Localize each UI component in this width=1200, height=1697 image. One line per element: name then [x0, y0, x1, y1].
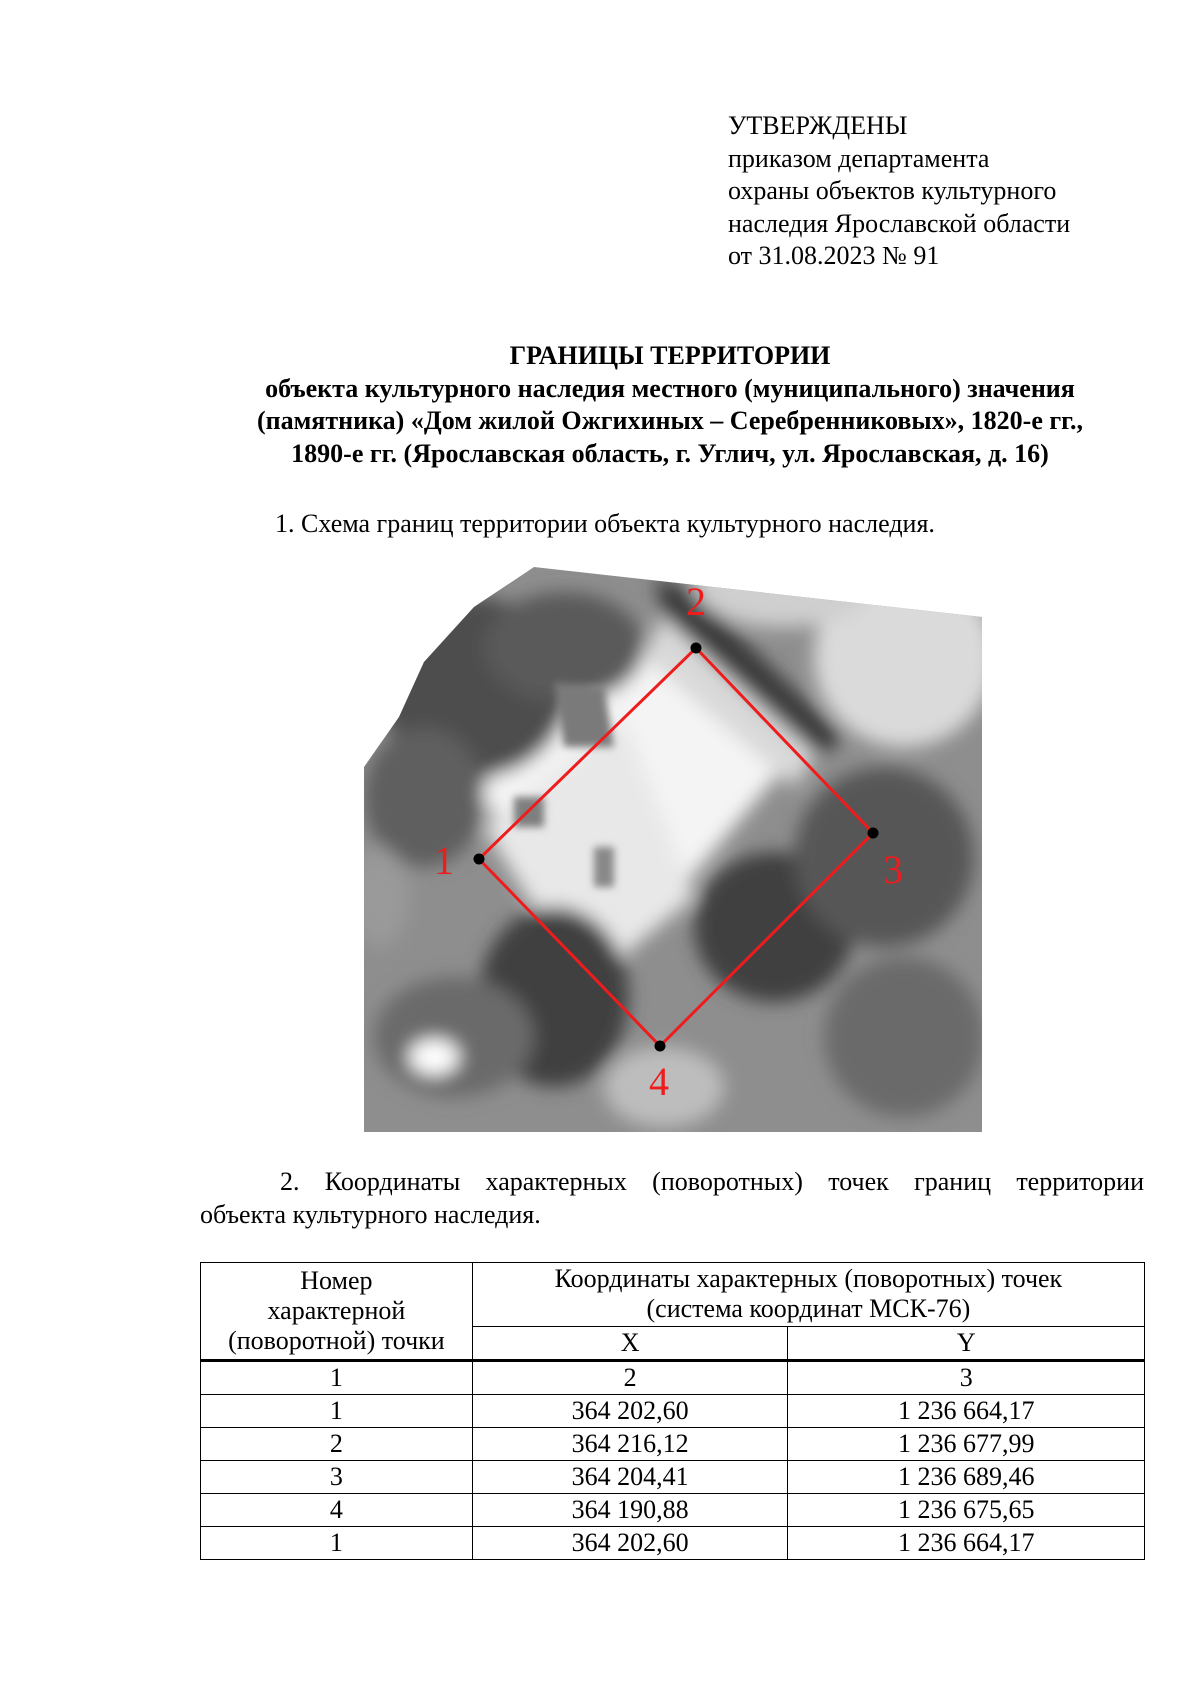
section2-heading-line: объекта культурного наследия.	[200, 1200, 541, 1229]
cell-y: 1 236 677,99	[788, 1428, 1145, 1461]
boundary-point-marker	[691, 643, 702, 654]
cell-y: 1 236 689,46	[788, 1461, 1145, 1494]
section1-heading: 1. Схема границ территории объекта культурного наследия.	[275, 509, 935, 538]
cell-x: 364 202,60	[472, 1527, 788, 1560]
cell-point: 2	[201, 1428, 473, 1461]
approval-line: наследия Ярославской области	[728, 208, 1071, 238]
cell-point: 1	[201, 1527, 473, 1560]
title-main: ГРАНИЦЫ ТЕРРИТОРИИ	[509, 341, 831, 370]
table-row	[201, 1461, 1145, 1494]
point-label-3: 3	[883, 847, 903, 892]
cell-point: 4	[201, 1494, 473, 1527]
table-column-numbers-row	[201, 1361, 1145, 1395]
section2-heading	[200, 1165, 1144, 1231]
document-title	[170, 340, 1170, 470]
column-number: 2	[472, 1361, 788, 1395]
cell-point: 3	[201, 1461, 473, 1494]
table-header-row	[201, 1263, 1145, 1327]
title-line: (памятника) «Дом жилой Ожгихиных – Серебренниковых», 1820-е гг.,	[256, 406, 1084, 435]
cell-y: 1 236 664,17	[788, 1527, 1145, 1560]
column-number: 1	[201, 1361, 473, 1395]
coordinates-table	[200, 1262, 1145, 1560]
cell-x: 364 216,12	[472, 1428, 788, 1461]
cell-x: 364 190,88	[472, 1494, 788, 1527]
point-label-1: 1	[434, 838, 454, 883]
header-coordinates: Координаты характерных (поворотных) точек (система координат МСК-76)	[472, 1263, 1144, 1327]
cell-x: 364 202,60	[472, 1395, 788, 1428]
approval-heading: УТВЕРЖДЕНЫ	[728, 111, 908, 140]
approval-block	[728, 110, 1070, 273]
boundary-scheme-map	[364, 567, 982, 1132]
table-row	[201, 1395, 1145, 1428]
approval-line: охраны объектов культурного	[728, 176, 1057, 205]
boundary-point-marker	[655, 1041, 666, 1052]
title-line: объекта культурного наследия местного (муниципального) значения	[265, 373, 1075, 403]
approval-line: приказом департамента	[728, 143, 990, 173]
cell-point: 1	[201, 1395, 473, 1428]
table-row	[201, 1527, 1145, 1560]
table-row	[201, 1494, 1145, 1527]
point-label-2: 2	[686, 579, 706, 624]
approval-line: от 31.08.2023 № 91	[728, 241, 940, 270]
point-label-4: 4	[649, 1059, 669, 1104]
column-number: 3	[788, 1361, 1145, 1395]
boundary-point-marker	[474, 854, 485, 865]
title-line: 1890-е гг. (Ярославская область, г. Углич, ул. Ярославская, д. 16)	[291, 438, 1049, 468]
section2-heading-line: 2. Координаты характерных (поворотных) точек границ территории	[280, 1167, 1144, 1196]
header-x: X	[472, 1326, 788, 1360]
cell-y: 1 236 675,65	[788, 1494, 1145, 1527]
header-point-number: Номер характерной (поворотной) точки	[201, 1263, 473, 1361]
boundary-point-marker	[868, 828, 879, 839]
cell-y: 1 236 664,17	[788, 1395, 1145, 1428]
table-row	[201, 1428, 1145, 1461]
boundary-scheme-svg	[364, 567, 982, 1132]
cell-x: 364 204,41	[472, 1461, 788, 1494]
header-y: Y	[788, 1326, 1145, 1360]
